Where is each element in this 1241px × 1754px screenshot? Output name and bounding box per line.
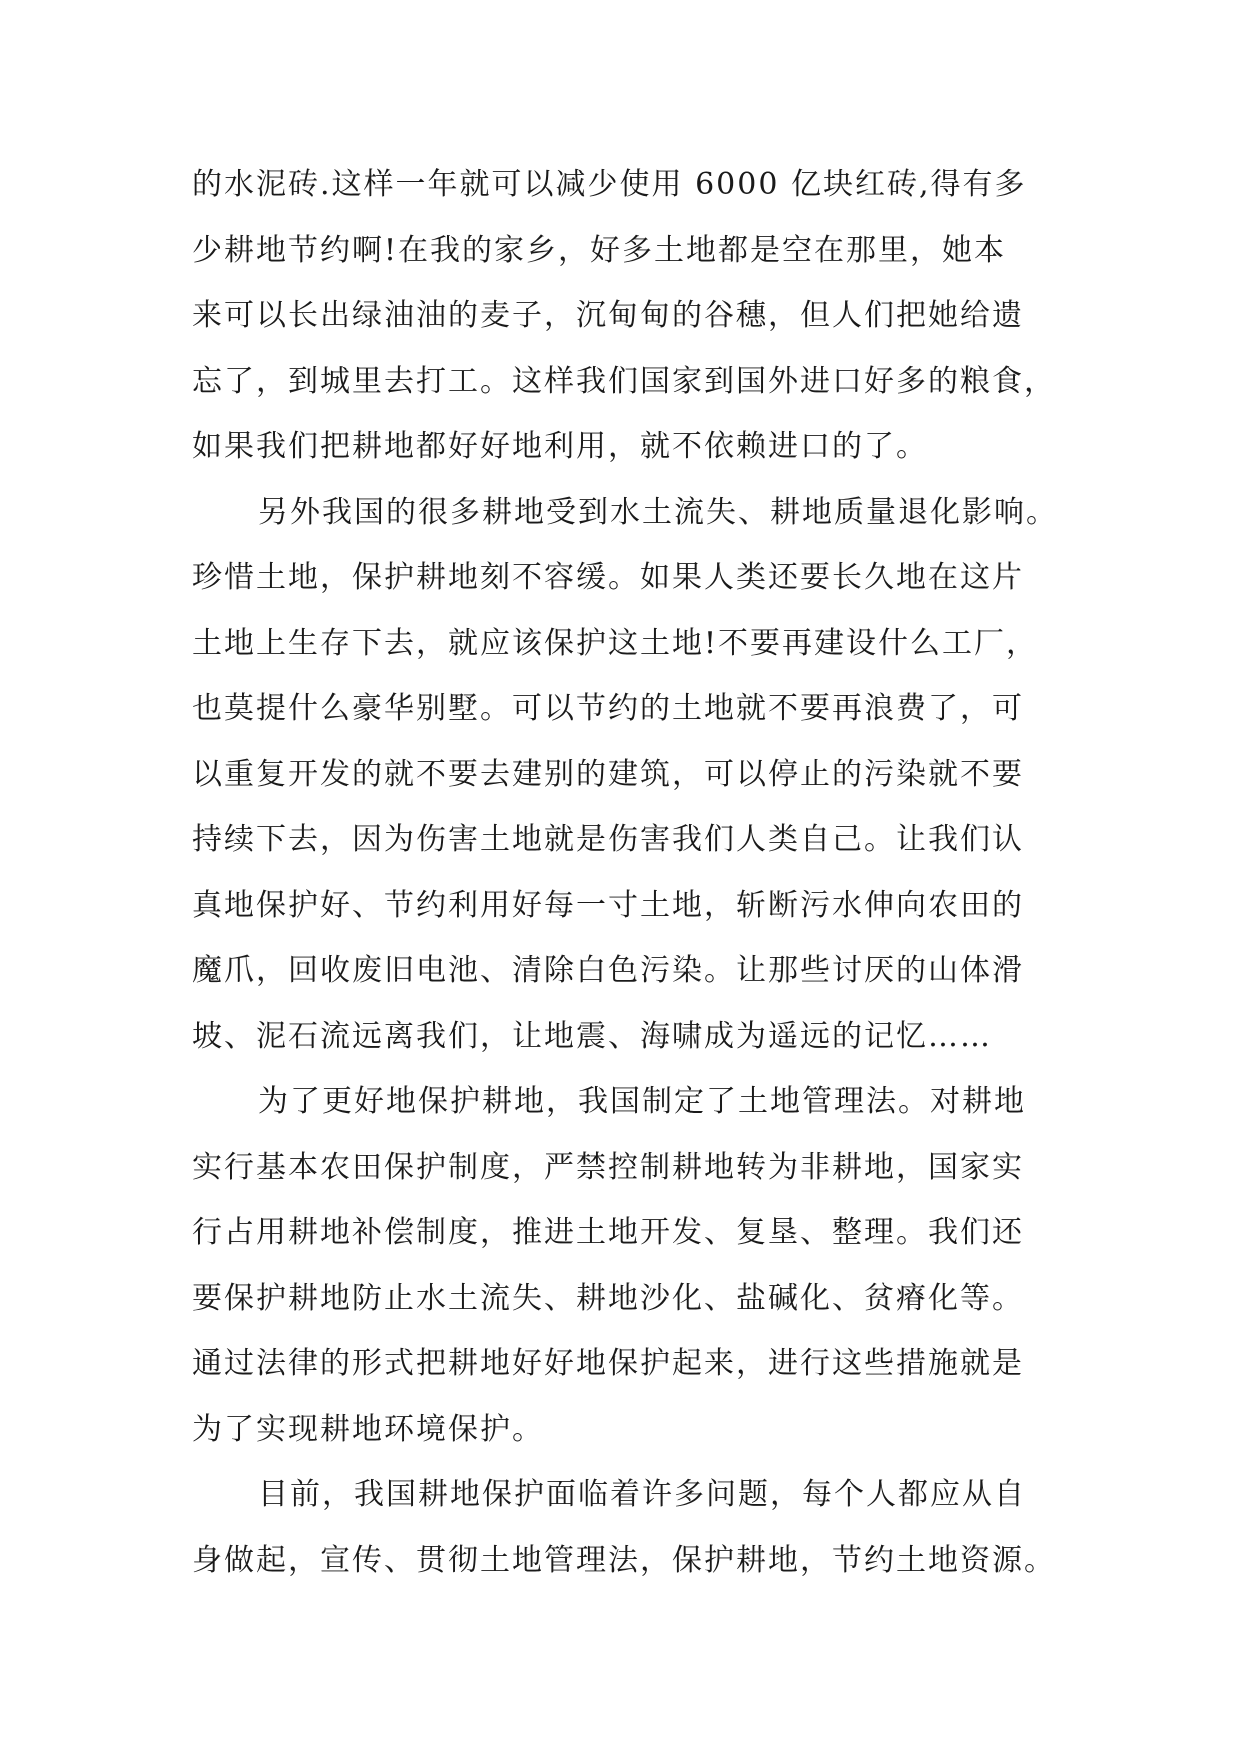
text-line: 为了实现耕地环境保护。 (192, 1411, 544, 1447)
text-line: 行占用耕地补偿制度，推进土地开发、复垦、整理。我们还 (192, 1215, 1024, 1250)
text-line: 坡、泥石流远离我们，让地震、海啸成为遥远的记忆…… (192, 1018, 992, 1054)
paragraph (192, 480, 1092, 1070)
text-line: 少耕地节约啊!在我的家乡，好多土地都是空在那里，她本 (192, 232, 1007, 268)
text-line: 魔爪，回收废旧电池、清除白色污染。让那些讨厌的山体滑 (192, 953, 1024, 988)
text-line: 土地上生存下去，就应该保护这土地!不要再建设什么工厂， (192, 625, 1039, 661)
paragraph (192, 152, 1092, 480)
text-line: 也莫提什么豪华别墅。可以节约的土地就不要再浪费了，可 (192, 691, 1024, 726)
document-body (192, 152, 1092, 1593)
text-line: 目前，我国耕地保护面临着许多问题，每个人都应从自 (258, 1477, 1026, 1512)
text-line: 来可以长出绿油油的麦子，沉甸甸的谷穗，但人们把她给遗 (192, 298, 1024, 333)
text-line: 身做起，宣传、贯彻土地管理法，保护耕地，节约土地资源。 (192, 1542, 1056, 1578)
text-line: 要保护耕地防止水土流失、耕地沙化、盐碱化、贫瘠化等。 (192, 1280, 1024, 1316)
paragraph (192, 1069, 1092, 1462)
paragraph (192, 1462, 1092, 1593)
text-line: 的水泥砖.这样一年就可以减少使用 6000 亿块红砖,得有多 (192, 167, 1027, 202)
text-line: 珍惜土地，保护耕地刻不容缓。如果人类还要长久地在这片 (192, 560, 1024, 595)
text-line: 持续下去，因为伤害土地就是伤害我们人类自己。让我们认 (192, 822, 1024, 857)
text-line: 真地保护好、节约利用好每一寸土地，斩断污水伸向农田的 (192, 887, 1024, 923)
text-line: 另外我国的很多耕地受到水土流失、耕地质量退化影响。 (258, 494, 1058, 530)
text-line: 实行基本农田保护制度，严禁控制耕地转为非耕地，国家实 (192, 1149, 1024, 1185)
text-line: 如果我们把耕地都好好地利用，就不依赖进口的了。 (192, 429, 928, 464)
text-line: 为了更好地保护耕地，我国制定了土地管理法。对耕地 (258, 1084, 1026, 1119)
text-line: 忘了，到城里去打工。这样我们国家到国外进口好多的粮食， (192, 363, 1056, 399)
text-line: 以重复开发的就不要去建别的建筑，可以停止的污染就不要 (192, 756, 1024, 792)
text-line: 通过法律的形式把耕地好好地保护起来，进行这些措施就是 (192, 1346, 1024, 1381)
